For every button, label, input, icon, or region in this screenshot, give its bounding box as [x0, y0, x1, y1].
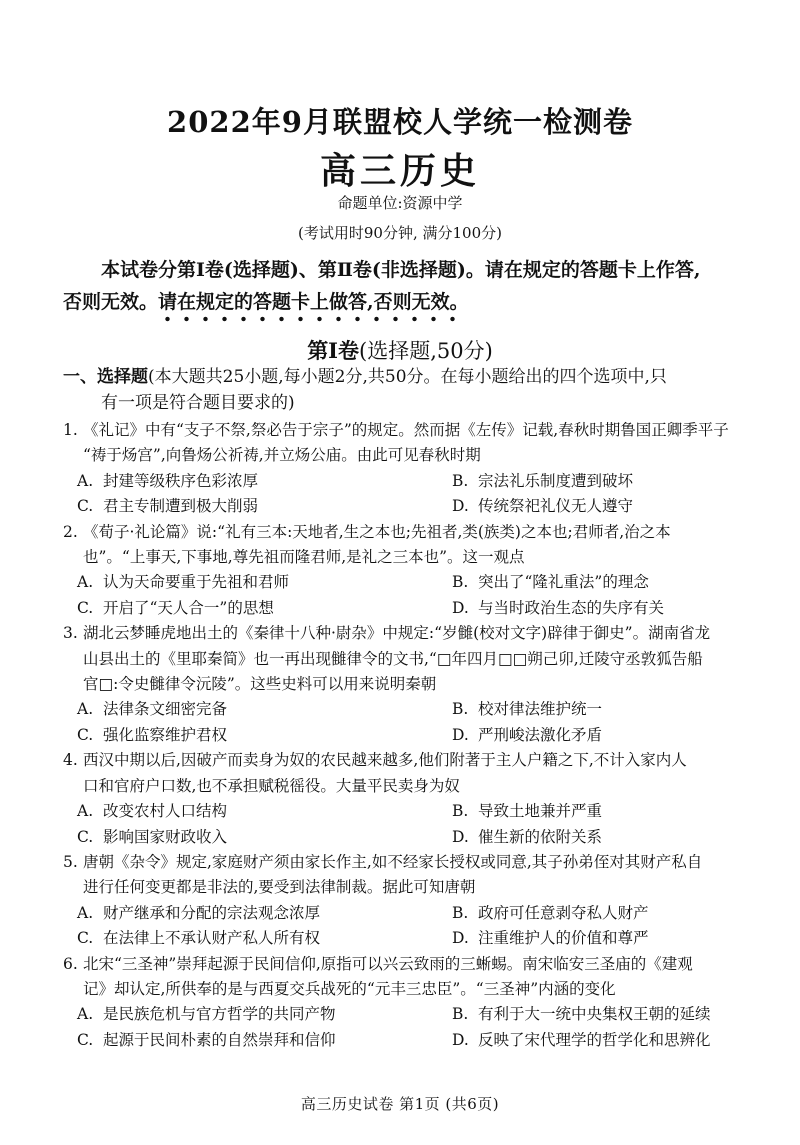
option-letter: A.	[77, 1005, 94, 1024]
question-item	[63, 621, 753, 748]
answer-option	[77, 799, 452, 824]
answer-option	[452, 723, 767, 748]
part-heading-line-1	[63, 364, 753, 390]
answer-option	[452, 570, 767, 595]
option-text: 财产继承和分配的宗法观念浓厚	[103, 903, 321, 922]
question-stem-text: 《荀子·礼论篇》说:“礼有三本:天地者,生之本也;先祖者,类(族类)之本也;君师者,治之本	[83, 522, 671, 541]
question-stem-line	[63, 952, 753, 977]
option-letter: A.	[77, 471, 94, 490]
section-title-rest: (选择题,50分)	[359, 339, 493, 363]
question-stem-line	[63, 520, 753, 545]
option-text: 严刑峻法激化矛盾	[478, 725, 603, 744]
subject-title: 高三历史	[319, 150, 480, 192]
question-stem-line	[63, 850, 753, 875]
answer-option	[452, 697, 767, 722]
answer-option	[77, 926, 452, 951]
answer-option	[77, 1028, 452, 1053]
answer-option	[77, 723, 452, 748]
question-stem-line: “祷于炀宫”,向鲁炀公祈祷,并立炀公庙。由此可见春秋时期	[83, 446, 481, 465]
option-text: 是民族危机与官方哲学的共同产物	[103, 1005, 336, 1024]
option-text: 宗法礼乐制度遭到破坏	[478, 471, 634, 490]
question-number: 2.	[63, 522, 78, 541]
option-text: 起源于民间朴素的自然崇拜和信仰	[103, 1030, 336, 1049]
emphasis-dots	[158, 316, 469, 322]
answer-option	[77, 901, 452, 926]
option-text: 法律条文细密完备	[103, 700, 228, 719]
question-stem-line: 官□:令史雠律令沅陵”。这些史料可以用来说明秦朝	[83, 675, 437, 694]
question-item	[63, 748, 753, 850]
option-letter: B.	[452, 1005, 469, 1024]
question-number: 1.	[63, 421, 78, 439]
option-letter: A.	[77, 573, 94, 592]
section-title-bold: 第Ⅰ卷	[307, 338, 360, 363]
option-letter: C.	[77, 929, 94, 948]
option-text: 传统祭祀礼仪无人遵守	[478, 497, 634, 516]
answer-option	[452, 469, 767, 494]
question-item	[63, 418, 753, 520]
option-letter: D.	[452, 598, 469, 617]
question-number: 6.	[63, 954, 78, 973]
part-desc-2: 有一项是符合题目要求的)	[101, 393, 295, 413]
option-text: 影响国家财政收入	[103, 827, 228, 846]
option-text: 政府可任意剥夺私人财产	[478, 903, 649, 922]
option-grid	[63, 901, 753, 952]
option-letter: D.	[452, 497, 469, 516]
option-text: 认为天命要重于先祖和君师	[103, 573, 290, 592]
question-item	[63, 952, 753, 1054]
option-text: 改变农村人口结构	[103, 802, 228, 821]
question-number: 4.	[63, 751, 78, 770]
answer-option	[77, 596, 452, 621]
option-text: 在法律上不承认财产私人所有权	[103, 929, 321, 948]
option-letter: D.	[452, 929, 469, 948]
option-text: 突出了“隆礼重法”的理念	[478, 573, 649, 592]
question-stem-text: 北宋“三圣神”崇拜起源于民间信仰,原指可以兴云致雨的三蜥蜴。南宋临安三圣庙的《建观	[83, 954, 693, 973]
part-desc-1: (本大题共25小题,每小题2分,共50分。在每小题给出的四个选项中,只	[148, 367, 667, 387]
answer-option	[452, 1002, 767, 1027]
option-text: 导致土地兼并严重	[478, 802, 603, 821]
option-letter: C.	[77, 725, 94, 744]
option-text: 封建等级秩序色彩浓厚	[103, 471, 259, 490]
option-letter: C.	[77, 497, 94, 516]
question-number: 3.	[63, 624, 78, 643]
instructions-line-2-start: 否则无效。	[63, 291, 159, 313]
question-stem-text: 唐朝《杂令》规定,家庭财产须由家长作主,如不经家长授权或同意,其子孙弟侄对其财产私自	[83, 852, 703, 871]
option-letter: A.	[77, 903, 94, 922]
instructions-line-1: 本试卷分第Ⅰ卷(选择题)、第Ⅱ卷(非选择题)。请在规定的答题卡上作答,	[101, 259, 701, 281]
answer-option	[77, 1002, 452, 1027]
option-letter: A.	[77, 802, 94, 821]
option-text: 注重维护人的价值和尊严	[478, 929, 649, 948]
option-letter: B.	[452, 700, 469, 719]
instructions-line-2	[63, 286, 753, 318]
question-stem-line	[63, 621, 753, 646]
question-stem-line	[63, 748, 753, 773]
question-stem-line: 进行任何变更都是非法的,要受到法律制裁。据此可知唐朝	[83, 878, 476, 897]
option-letter: B.	[452, 573, 469, 592]
question-item	[63, 520, 753, 622]
option-letter: A.	[77, 700, 94, 719]
option-text: 开启了“天人合一”的思想	[103, 598, 274, 617]
option-text: 反映了宋代理学的哲学化和思辨化	[478, 1030, 711, 1049]
question-stem-line: 也”。“上事天,下事地,尊先祖而隆君师,是礼之三本也”。这一观点	[83, 548, 525, 567]
option-grid	[63, 1002, 753, 1053]
option-letter: C.	[77, 827, 94, 846]
emphasized-warning	[158, 286, 469, 318]
setter-line: 命题单位:资源中学	[337, 194, 463, 212]
answer-option	[77, 825, 452, 850]
question-stem-line	[63, 418, 753, 443]
answer-option	[452, 901, 767, 926]
instructions	[63, 254, 753, 318]
answer-option	[77, 697, 452, 722]
option-text: 强化监察维护君权	[103, 725, 228, 744]
section-title	[0, 335, 800, 365]
page-footer: 高三历史试卷 第1页 (共6页)	[300, 1095, 500, 1113]
option-letter: D.	[452, 1030, 469, 1049]
exam-title: 2022年9月联盟校人学统一检测卷	[167, 105, 633, 139]
part-heading	[63, 364, 753, 416]
option-text: 催生新的依附关系	[478, 827, 603, 846]
answer-option	[452, 596, 767, 621]
answer-option	[77, 570, 452, 595]
answer-option	[452, 825, 767, 850]
option-text: 君主专制遭到极大削弱	[103, 497, 259, 516]
option-text: 与当时政治生态的失序有关	[478, 598, 665, 617]
option-grid	[63, 570, 753, 621]
answer-option	[77, 469, 452, 494]
question-stem-text: 西汉中期以后,因破产而卖身为奴的农民越来越多,他们附著于主人户籍之下,不计入家内人	[83, 751, 687, 770]
option-letter: B.	[452, 471, 469, 490]
answer-option	[452, 494, 767, 519]
option-letter: D.	[452, 827, 469, 846]
question-stem-line: 山县出土的《里耶秦简》也一再出现雠律令的文书,“□年四月□□朔己卯,迁陵守丞敦狐告船	[83, 649, 703, 668]
part-label: 一、选择题	[63, 367, 148, 387]
exam-time-line: (考试用时90分钟, 满分100分)	[298, 224, 502, 242]
option-text: 校对律法维护统一	[478, 700, 603, 719]
question-list	[63, 418, 753, 1053]
answer-option	[452, 799, 767, 824]
answer-option	[452, 926, 767, 951]
question-stem-text: 《礼记》中有“支子不祭,祭必告于宗子”的规定。然而据《左传》记载,春秋时期鲁国正卿季平子	[83, 421, 729, 439]
option-grid	[63, 469, 753, 520]
option-letter: D.	[452, 725, 469, 744]
question-stem-line: 记》却认定,所供奉的是与西夏交兵战死的“元丰三忠臣”。“三圣神”内涵的变化	[83, 979, 616, 998]
answer-option	[77, 494, 452, 519]
option-letter: B.	[452, 802, 469, 821]
option-letter: B.	[452, 903, 469, 922]
question-stem-text: 湖北云梦睡虎地出土的《秦律十八种·尉杂》中规定:“岁雠(校对文字)辟律于御史”。湖南省龙	[83, 624, 711, 643]
option-grid	[63, 697, 753, 748]
emphasized-warning-text: 请在规定的答题卡上做答,否则无效。	[158, 291, 469, 313]
question-number: 5.	[63, 852, 78, 871]
option-text: 有利于大一统中央集权王朝的延续	[478, 1005, 711, 1024]
option-grid	[63, 799, 753, 850]
question-item	[63, 850, 753, 952]
option-letter: C.	[77, 598, 94, 617]
option-letter: C.	[77, 1030, 94, 1049]
answer-option	[452, 1028, 767, 1053]
question-stem-line: 口和官府户口数,也不承担赋税徭役。大量平民卖身为奴	[83, 776, 460, 795]
